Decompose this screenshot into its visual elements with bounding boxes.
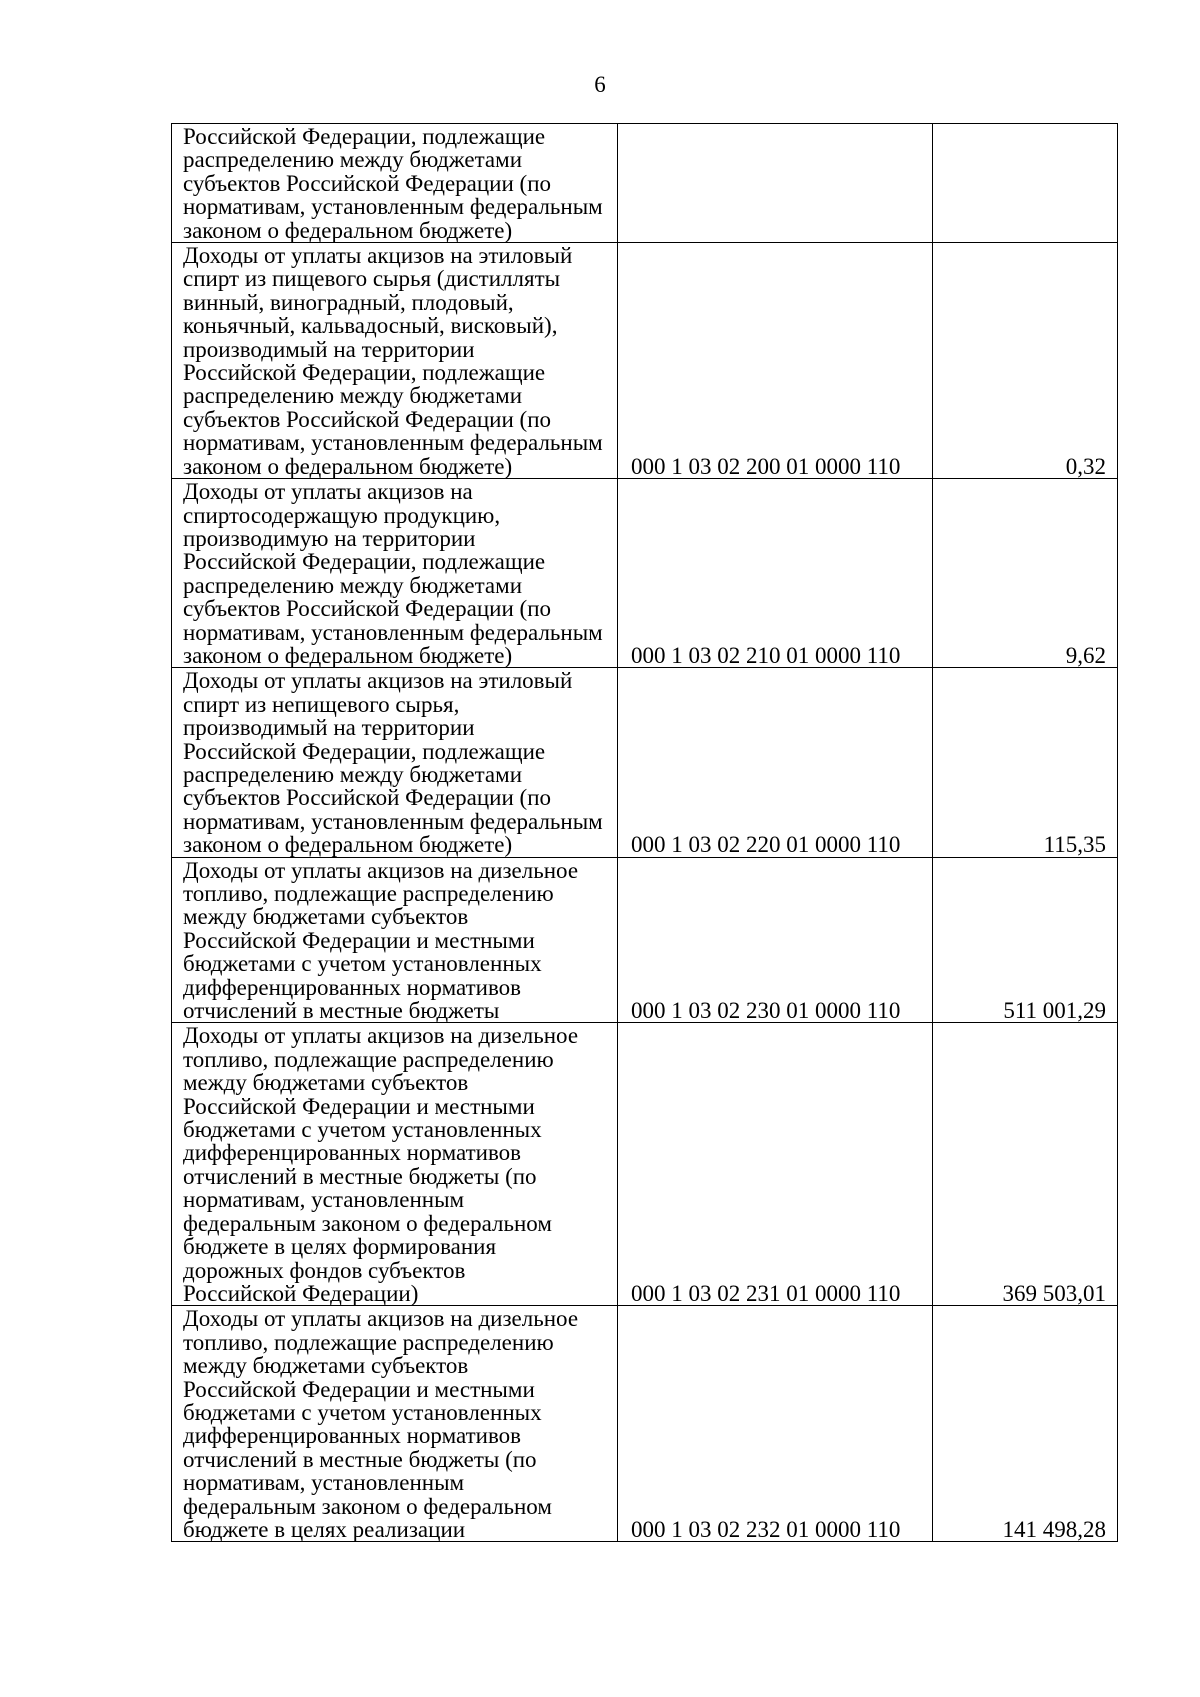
revenue-description: Доходы от уплаты акцизов на дизельное топливо, подлежащие распределению между бюджетами субъектов Российской Федерации и местными бюджетами с учетом установленных дифференцированных нормативов отчислений в местные бюджеты (по нормативам, установленным федеральным законом о федеральном бюджете в целях формирования дорожных фондов субъектов Российской Федерации) [172,1023,618,1306]
revenue-amount [933,124,1118,243]
budget-classification-code: 000 1 03 02 210 01 0000 110 [618,479,933,668]
revenue-description: Доходы от уплаты акцизов на дизельное топливо, подлежащие распределению между бюджетами субъектов Российской Федерации и местными бюджетами с учетом установленных дифференцированных нормативов отчислений в местные бюджеты (по нормативам, установленным федеральным законом о федеральном бюджете в целях реализации [172,1306,618,1542]
revenue-description: Доходы от уплаты акцизов на спиртосодержащую продукцию, производимую на территории Российской Федерации, подлежащие распределению между бюджетами субъектов Российской Федерации (по нормативам, установленным федеральным законом о федеральном бюджете) [172,479,618,668]
revenue-amount: 9,62 [933,479,1118,668]
table-row [172,243,1118,479]
revenue-description: Доходы от уплаты акцизов на дизельное топливо, подлежащие распределению между бюджетами субъектов Российской Федерации и местными бюджетами с учетом установленных дифференцированных нормативов отчислений в местные бюджеты [172,857,618,1023]
budget-revenue-table [171,123,1118,1542]
revenue-description: Доходы от уплаты акцизов на этиловый спирт из пищевого сырья (дистилляты винный, виноградный, плодовый, коньячный, кальвадосный, висковый), производимый на территории Российской Федерации, подлежащие распределению между бюджетами субъектов Российской Федерации (по нормативам, установленным федеральным законом о федеральном бюджете) [172,243,618,479]
page-number: 6 [594,72,606,97]
budget-classification-code: 000 1 03 02 220 01 0000 110 [618,668,933,857]
budget-classification-code: 000 1 03 02 230 01 0000 110 [618,857,933,1023]
budget-classification-code [618,124,933,243]
revenue-description: Доходы от уплаты акцизов на этиловый спирт из непищевого сырья, производимый на территории Российской Федерации, подлежащие распределению между бюджетами субъектов Российской Федерации (по нормативам, установленным федеральным законом о федеральном бюджете) [172,668,618,857]
revenue-amount: 369 503,01 [933,1023,1118,1306]
revenue-amount: 0,32 [933,243,1118,479]
table-row [172,124,1118,243]
table-row [172,1023,1118,1306]
budget-classification-code: 000 1 03 02 231 01 0000 110 [618,1023,933,1306]
revenue-amount: 115,35 [933,668,1118,857]
budget-classification-code: 000 1 03 02 232 01 0000 110 [618,1306,933,1542]
table-row [172,479,1118,668]
revenue-amount: 511 001,29 [933,857,1118,1023]
revenue-description: Российской Федерации, подлежащие распределению между бюджетами субъектов Российской Федерации (по нормативам, установленным федеральным законом о федеральном бюджете) [172,124,618,243]
table-row [172,668,1118,857]
budget-classification-code: 000 1 03 02 200 01 0000 110 [618,243,933,479]
revenue-amount: 141 498,28 [933,1306,1118,1542]
table-row [172,857,1118,1023]
table-row [172,1306,1118,1542]
